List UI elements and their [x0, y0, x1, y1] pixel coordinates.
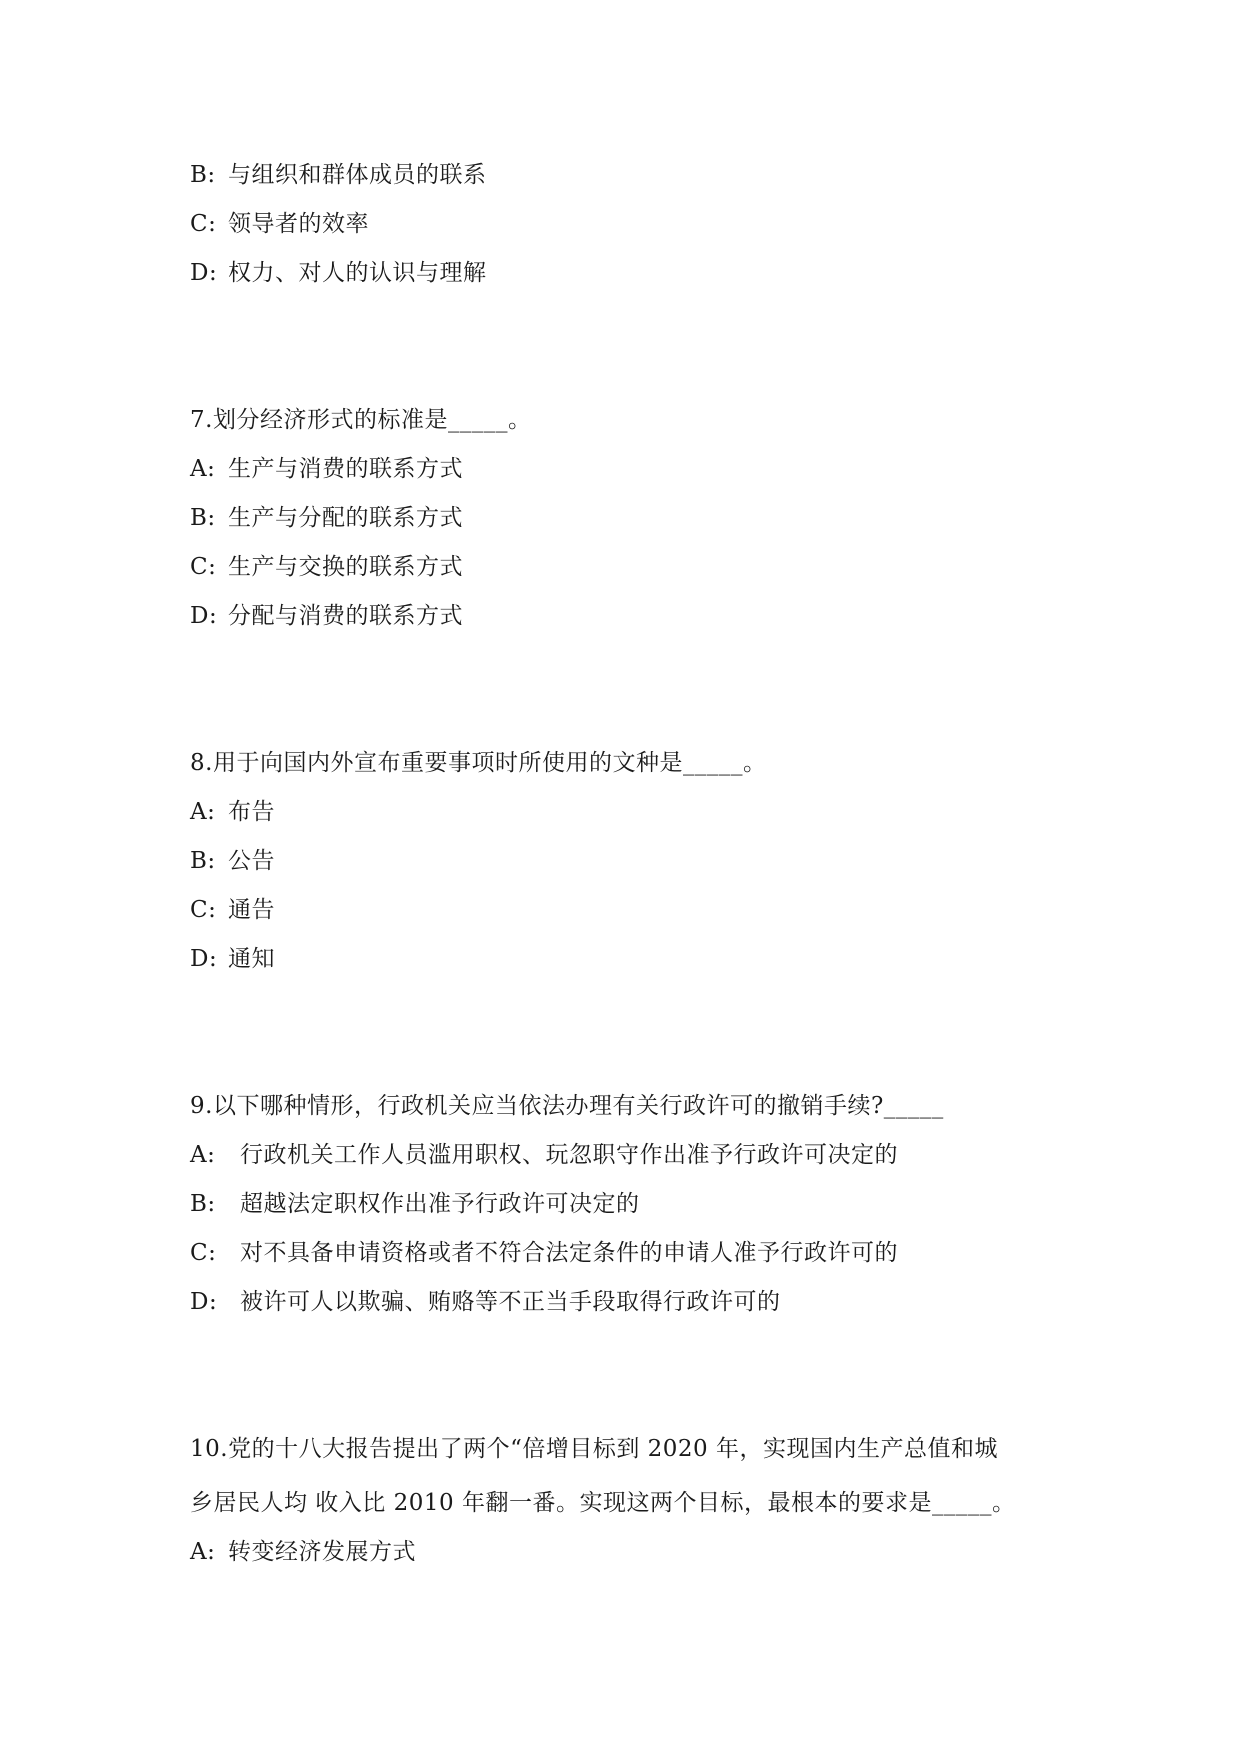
option-text: 转变经济发展方式 [228, 1539, 416, 1565]
option-text: 领导者的效率 [228, 211, 369, 237]
q10-stem-line1: 10.党的十八大报告提出了两个“倍增目标到 2020 年，实现国内生产总值和城 [190, 1436, 998, 1462]
q9-option-a [190, 1140, 898, 1170]
q6-option-d [190, 258, 487, 288]
option-key: C: [190, 897, 217, 923]
option-text: 行政机关工作人员滥用职权、玩忽职守作出准予行政许可决定的 [240, 1142, 898, 1168]
option-text: 生产与交换的联系方式 [228, 554, 463, 580]
option-key: C: [190, 554, 217, 580]
option-key: B: [190, 162, 216, 188]
q9-option-b [190, 1189, 640, 1219]
option-key: D: [190, 603, 218, 629]
option-text: 公告 [228, 848, 275, 874]
q7-option-b [190, 503, 463, 533]
q9-option-d [190, 1287, 781, 1317]
option-text: 分配与消费的联系方式 [228, 603, 463, 629]
option-key: D: [190, 260, 218, 286]
option-key: A: [190, 456, 216, 482]
q8-option-d [190, 944, 275, 974]
option-key: B: [190, 848, 216, 874]
q8-option-a [190, 797, 275, 827]
q8-option-b [190, 846, 275, 876]
option-text: 布告 [228, 799, 275, 825]
q10-option-a [190, 1537, 416, 1567]
option-key: D: [190, 1289, 218, 1315]
q9-option-c [190, 1238, 898, 1268]
option-text: 权力、对人的认识与理解 [228, 260, 487, 286]
option-text: 生产与分配的联系方式 [228, 505, 463, 531]
q8-stem: 8.用于向国内外宣布重要事项时所使用的文种是_____。 [190, 750, 767, 776]
option-key: C: [190, 1240, 217, 1266]
q7-option-d [190, 601, 463, 631]
q9-stem: 9.以下哪种情形，行政机关应当依法办理有关行政许可的撤销手续?_____ [190, 1093, 944, 1119]
option-text: 对不具备申请资格或者不符合法定条件的申请人准予行政许可的 [240, 1240, 898, 1266]
option-key: B: [190, 1191, 216, 1217]
q10-stem-line2: 乡居民人均 收入比 2010 年翻一番。实现这两个目标，最根本的要求是_____。 [190, 1490, 1016, 1516]
option-text: 超越法定职权作出准予行政许可决定的 [240, 1191, 640, 1217]
q8-option-c [190, 895, 275, 925]
option-key: A: [190, 1539, 216, 1565]
option-text: 通知 [228, 946, 275, 972]
q7-stem: 7.划分经济形式的标准是_____。 [190, 407, 532, 433]
option-key: C: [190, 211, 217, 237]
option-key: B: [190, 505, 216, 531]
option-key: D: [190, 946, 218, 972]
q7-option-a [190, 454, 463, 484]
option-text: 被许可人以欺骗、贿赂等不正当手段取得行政许可的 [240, 1289, 781, 1315]
q6-option-b [190, 160, 487, 190]
option-text: 生产与消费的联系方式 [228, 456, 463, 482]
option-text: 通告 [228, 897, 275, 923]
q6-option-c [190, 209, 369, 239]
q7-option-c [190, 552, 463, 582]
option-key: A: [190, 799, 216, 825]
option-key: A: [190, 1142, 216, 1168]
option-text: 与组织和群体成员的联系 [228, 162, 487, 188]
